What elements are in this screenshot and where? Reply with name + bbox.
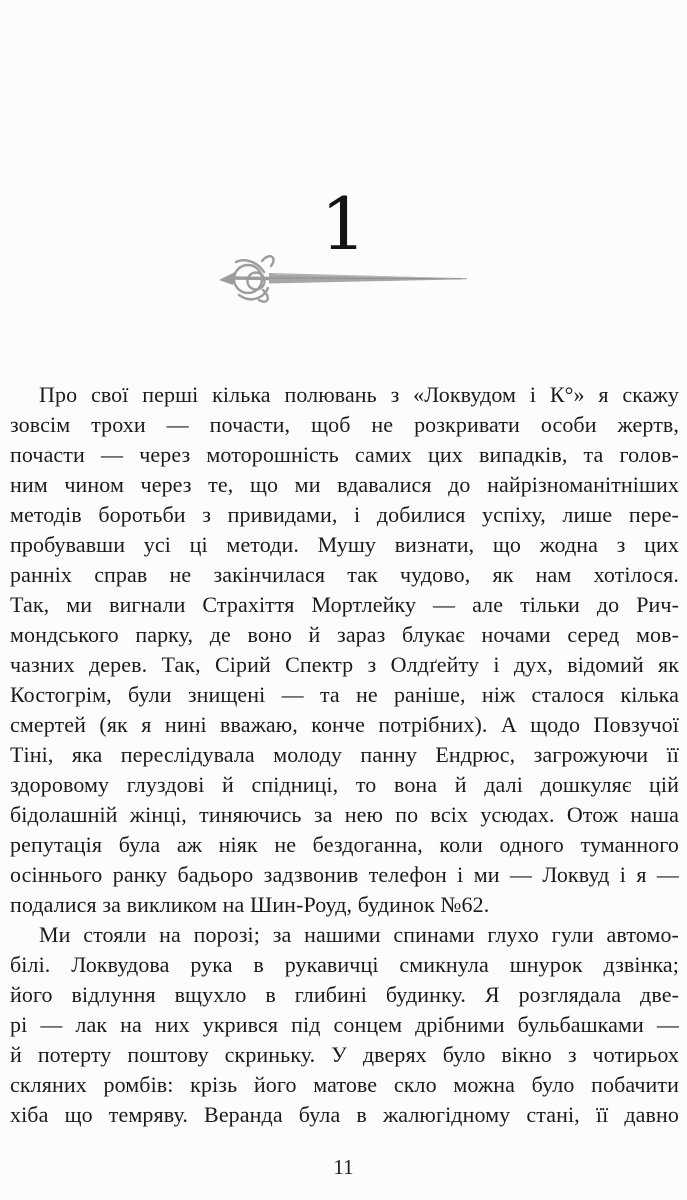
text-line: скляних ромбів: крізь його матове скло можна було побачити (10, 1072, 679, 1097)
text-line: хіба що темряву. Веранда була в жалюгідному стані, її давно (10, 1102, 679, 1127)
text-line: ним чином через те, що ми вдавалися до найрізноманітніших (10, 472, 679, 497)
rapier-sword-graphic (212, 248, 472, 304)
paragraph (10, 920, 679, 1130)
text-line: й потерту поштову скриньку. У дверях було вікно з чотирьох (10, 1042, 679, 1067)
text-line: подалися за викликом на Шин-Роуд, будинок №62. (10, 892, 490, 917)
paragraph (10, 380, 679, 920)
text-line: чазних дерев. Так, Сірий Спектр з Олдґейту і дух, відомий як (10, 652, 679, 677)
page-number: 11 (333, 1155, 354, 1179)
text-line: Так, ми вигнали Страхіття Мортлейку — але тільки до Рич- (10, 592, 679, 617)
text-line: здоровому глуздові й спідниці, то вона й далі дошкуляє цій (10, 772, 679, 797)
text-line: смертей (як я нині вважаю, конче потрібних). А щодо Повзучої (10, 712, 679, 737)
body-text (10, 380, 679, 1130)
chapter-number: 1 (320, 182, 367, 266)
text-line: білі. Локвудова рука в рукавичці смикнула шнурок дзвінка; (10, 952, 679, 977)
text-line: осіннього ранку бадьоро задзвонив телефон і ми — Локвуд і я — (10, 862, 679, 887)
text-line: репутація була аж ніяк не бездоганна, коли одного туманного (10, 832, 679, 857)
text-line: Ми стояли на порозі; за нашими спинами глухо гули автомо- (39, 922, 679, 947)
text-line: Про свої перші кілька полювань з «Локвудом і К°» я скажу (39, 382, 679, 407)
text-line: Тіні, яка переслідувала молоду панну Ендрюс, загрожуючи її (10, 742, 679, 767)
text-line: ранніх справ не закінчилася так чудово, як нам хотілося. (10, 562, 679, 587)
text-line: методів боротьби з привидами, і добилися успіху, лише пере- (10, 502, 679, 527)
text-line: почасти — через моторошність самих цих випадків, та голов- (10, 442, 679, 467)
rapier-sword-icon (212, 248, 472, 304)
text-line: мондського парку, де воно й зараз блукає ночами серед мов- (10, 622, 679, 647)
text-line: Костогрім, були знищені — та не раніше, ніж сталося кілька (10, 682, 679, 707)
text-line: його відлуння вщухло в глибині будинку. Я розглядала две- (10, 982, 679, 1007)
text-line: рі — лак на них укрився під сонцем дрібними бульбашками — (10, 1012, 679, 1037)
text-line: бідолашній жінці, тиняючись за нею по всіх усюдах. Отож наша (10, 802, 679, 827)
text-line: зовсім трохи — почасти, щоб не розкривати особи жертв, (10, 412, 679, 437)
text-line: пробувавши усі ці методи. Мушу визнати, що жодна з цих (10, 532, 679, 557)
